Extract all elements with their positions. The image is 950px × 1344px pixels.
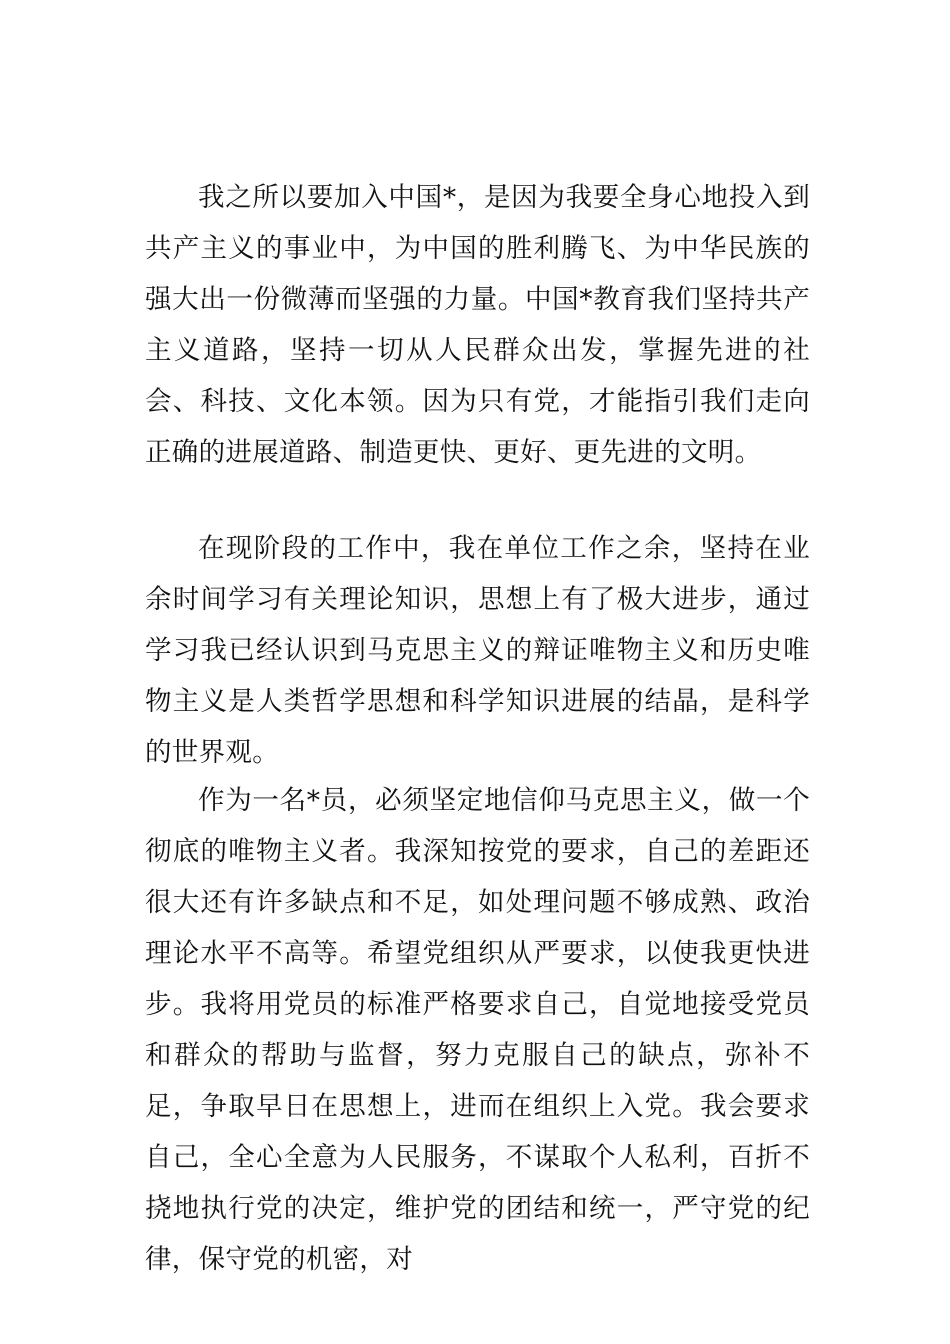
paragraph-1: 我之所以要加入中国*，是因为我要全身心地投入到共产主义的事业中，为中国的胜利腾飞、为中华民族的强大出一份微薄而坚强的力量。中国*教育我们坚持共产主义道路，坚持一切从人民群众出发，掌握先进的社会、科技、文化本领。因为只有党，才能指引我们走向正确的进展道路、制造更快、更好、更先进的文明。 bbox=[145, 182, 810, 468]
paragraph-2: 在现阶段的工作中，我在单位工作之余，坚持在业余时间学习有关理论知识，思想上有了极大进步，通过学习我已经认识到马克思主义的辩证唯物主义和历史唯物主义是人类哲学思想和科学知识进展的结晶，是科学的世界观。 bbox=[145, 533, 810, 768]
paragraph-3: 作为一名*员，必须坚定地信仰马克思主义，做一个彻底的唯物主义者。我深知按党的要求，自己的差距还很大还有许多缺点和不足，如处理问题不够成熟、政治理论水平不高等。希望党组织从严要求，以使我更快进步。我将用党员的标准严格要求自己，自觉地接受党员和群众的帮助与监督，努力克服自己的缺点，弥补不足，争取早日在思想上，进而在组织上入党。我会要求自己，全心全意为人民服务，不谋取个人私利，百折不挠地执行党的决定，维护党的团结和统一，严守党的纪律，保守党的机密，对 bbox=[145, 785, 810, 1275]
